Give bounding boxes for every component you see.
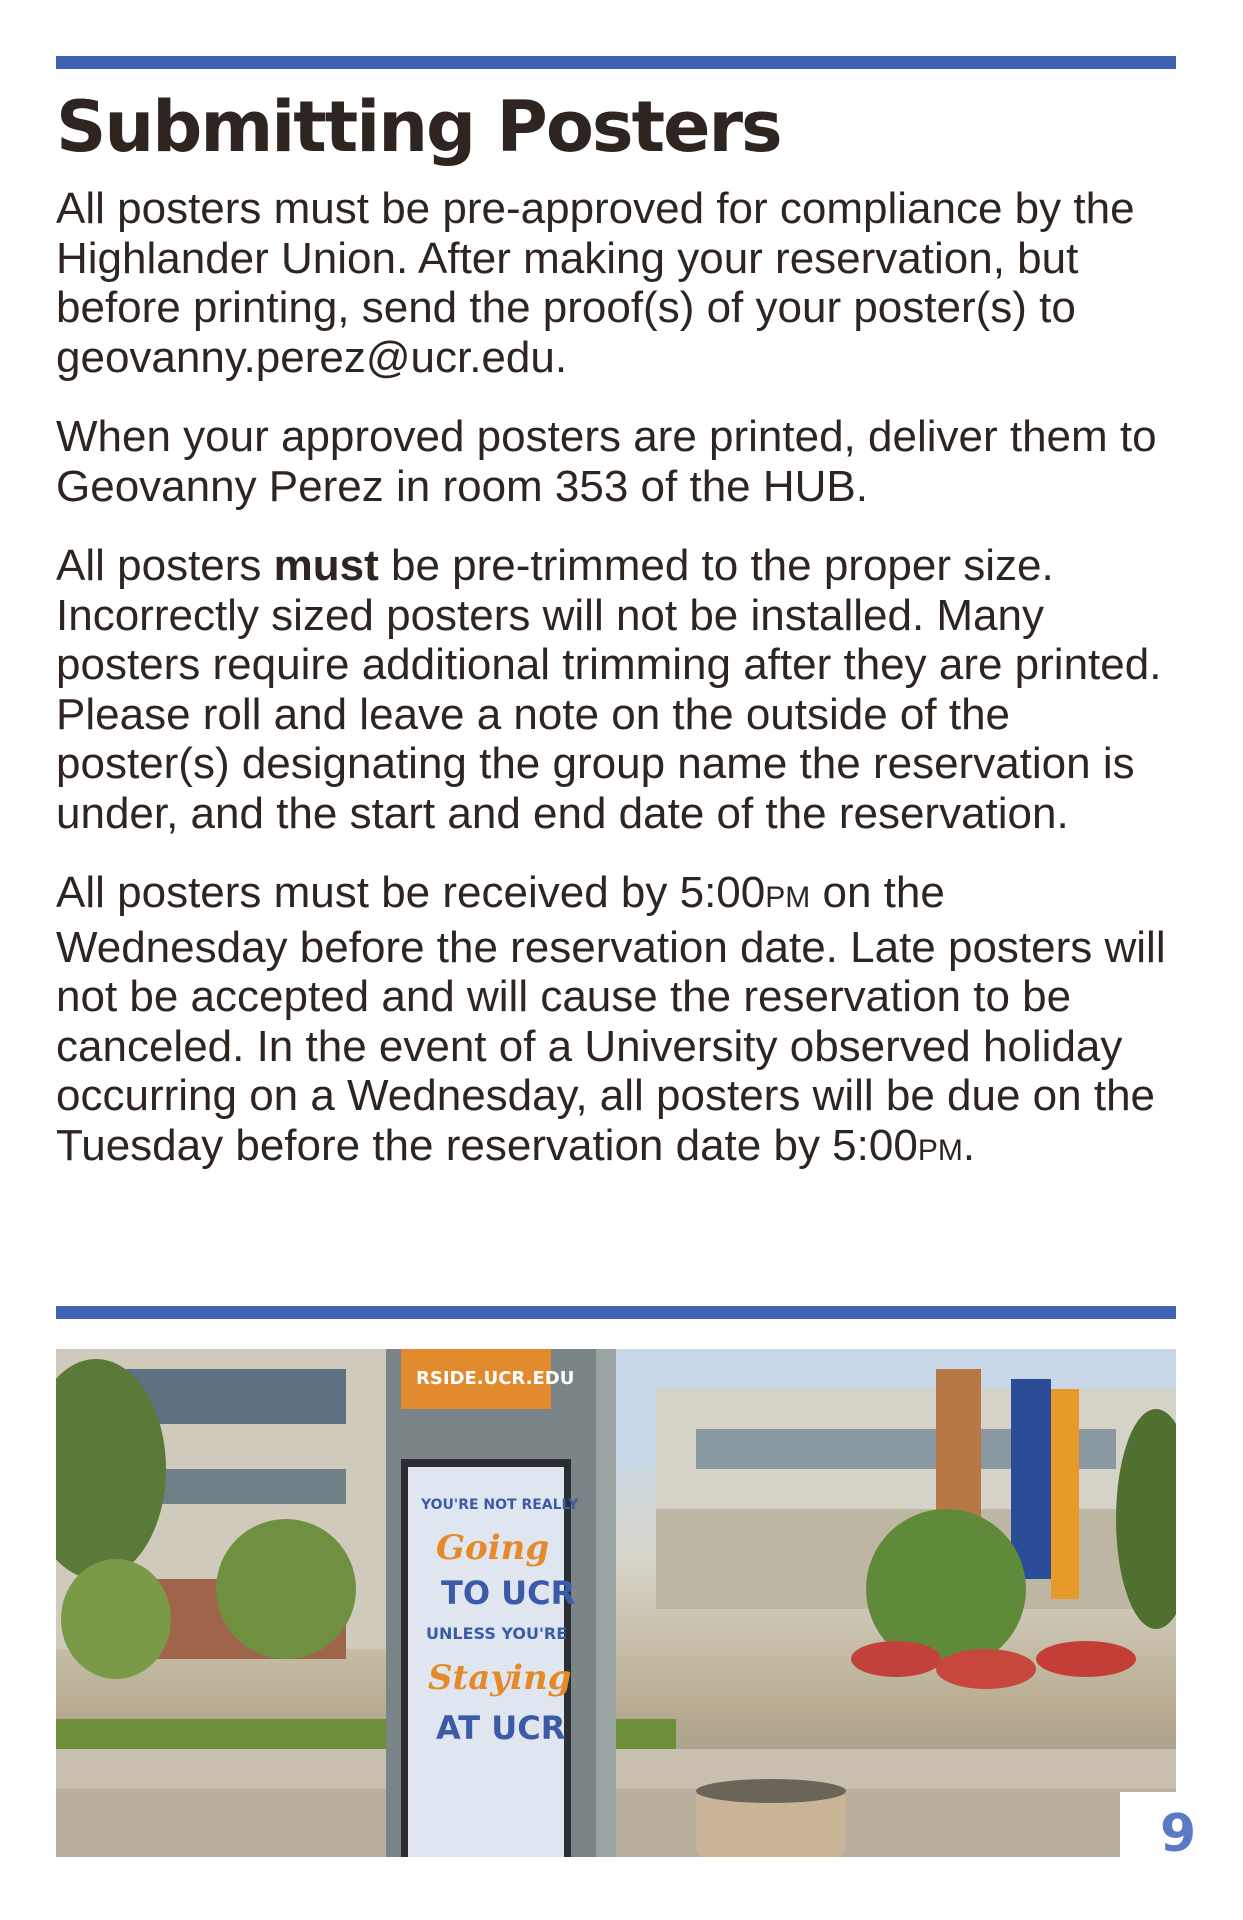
bottom-rule [56,1306,1176,1319]
deadline-text-c: . [962,1120,976,1170]
trimming-text-start: All posters [56,541,274,590]
campus-photo [56,1349,1176,1857]
page-number-box [1120,1792,1243,1872]
paragraph-approval: All posters must be pre-approved for compliance by the Highlander Union. After making your reservation, but before printing, send the proof(s) of your poster(s) to geovanny.perez@ucr.edu. [56,184,1135,382]
paragraph-delivery: When your approved posters are printed, deliver them to Geovanny Perez in room 353 of the HUB. [56,412,1157,511]
top-rule [56,56,1176,69]
deadline-text-b: on the Wednesday before the reservation date. Late posters will not be accepted and will cause the reservation to be canceled. In the event of a University observed holiday occurring on a Wednesday, all posters will be due on the Tuesday before the reservation date by 5:00 [56,868,1166,1170]
poster-line-2: Going [436,1528,550,1568]
trimming-text-end: be pre-trimmed to the proper size. Incorrectly sized posters will not be installed. Many posters require additional trimming after they are printed. Please roll and leave a note on the outside of the poster(s) designating the group name the reservation is under, and the start and end date of the reservation. [56,541,1162,838]
poster-line-6: AT UCR [436,1709,566,1747]
paragraph-deadline [56,868,1186,1175]
body-text [56,184,1186,1205]
page-number: 9 [1160,1804,1197,1864]
page-title: Submitting Posters [56,86,781,168]
poster-line-4: UNLESS YOU'RE [426,1624,568,1643]
pm-label: PM [917,1133,963,1167]
emphasis-must: must [273,541,379,590]
pm-label: PM [765,881,811,914]
paragraph-trimming [56,541,1186,838]
poster-line-5: Staying [428,1658,572,1698]
poster-line-1: YOU'RE NOT REALLY [421,1497,579,1513]
poster-line-3: TO UCR [441,1574,576,1612]
deadline-text-a: All posters must be received by 5:00 [56,868,766,917]
kiosk-header-text: RSIDE.UCR.EDU [416,1368,575,1389]
